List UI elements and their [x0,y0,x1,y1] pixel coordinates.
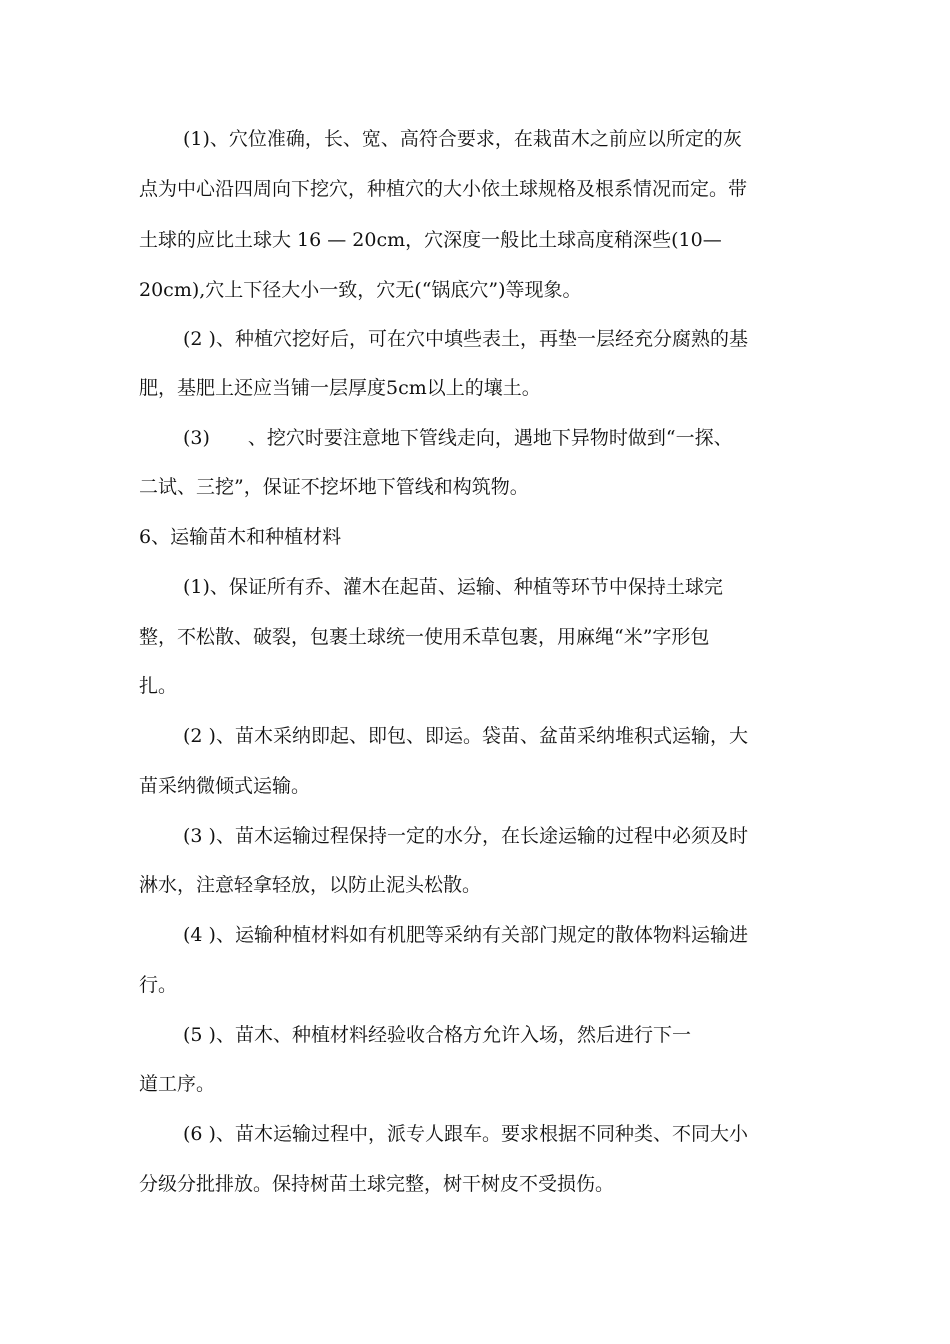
paragraph-6-line-1: (3 )、苗木运输过程保持一定的水分，在长途运输的过程中必须及时 [183,825,748,847]
paragraph-3-line-2: 二试、三挖”，保证不挖坏地下管线和构筑物。 [139,476,529,498]
paragraph-5-line-1: (2 )、苗木采纳即起、即包、即运。袋苗、盆苗采纳堆积式运输，大 [183,725,748,747]
paragraph-4-line-3: 扎。 [139,675,178,697]
paragraph-8-line-2: 道工序。 [139,1073,216,1095]
paragraph-1-line-2: 点为中心沿四周向下挖穴，种植穴的大小依土球规格及根系情况而定。带 [139,178,748,200]
paragraph-9-line-1: (6 )、苗木运输过程中，派专人跟车。要求根据不同种类、不同大小 [183,1123,748,1145]
paragraph-3-line-1: (3) 、挖穴时要注意地下管线走向，遇地下异物时做到“一探、 [183,427,733,449]
paragraph-1-line-3: 土球的应比土球大 16 — 20cm，穴深度一般比土球高度稍深些(10— [139,229,722,251]
paragraph-4-line-2: 整，不松散、破裂，包裹土球统一使用禾草包裹，用麻绳“米”字形包 [139,626,710,648]
paragraph-4-line-1: (1)、保证所有乔、灌木在起苗、运输、种植等环节中保持土球完 [183,576,723,598]
section-heading: 6、运输苗木和种植材料 [139,526,342,548]
paragraph-6-line-2: 淋水，注意轻拿轻放，以防止泥头松散。 [139,874,482,896]
paragraph-7-line-2: 行。 [139,974,178,996]
paragraph-5-line-2: 苗采纳微倾式运输。 [139,775,311,797]
paragraph-2-line-2: 肥，基肥上还应当铺一层厚度5cm以上的壤土。 [139,377,541,399]
paragraph-9-line-2: 分级分批排放。保持树苗土球完整，树干树皮不受损伤。 [139,1173,615,1195]
paragraph-7-line-1: (4 )、运输种植材料如有机肥等采纳有关部门规定的散体物料运输进 [183,924,748,946]
paragraph-1-line-1: (1)、穴位准确，长、宽、高符合要求，在栽苗木之前应以所定的灰 [183,128,742,150]
paragraph-1-line-4: 20cm),穴上下径大小一致，穴无(“锅底穴”)等现象。 [139,279,582,301]
paragraph-2-line-1: (2 )、种植穴挖好后，可在穴中填些表土，再垫一层经充分腐熟的基 [183,328,748,350]
paragraph-8-line-1: (5 )、苗木、种植材料经验收合格方允许入场，然后进行下一 [183,1024,691,1046]
